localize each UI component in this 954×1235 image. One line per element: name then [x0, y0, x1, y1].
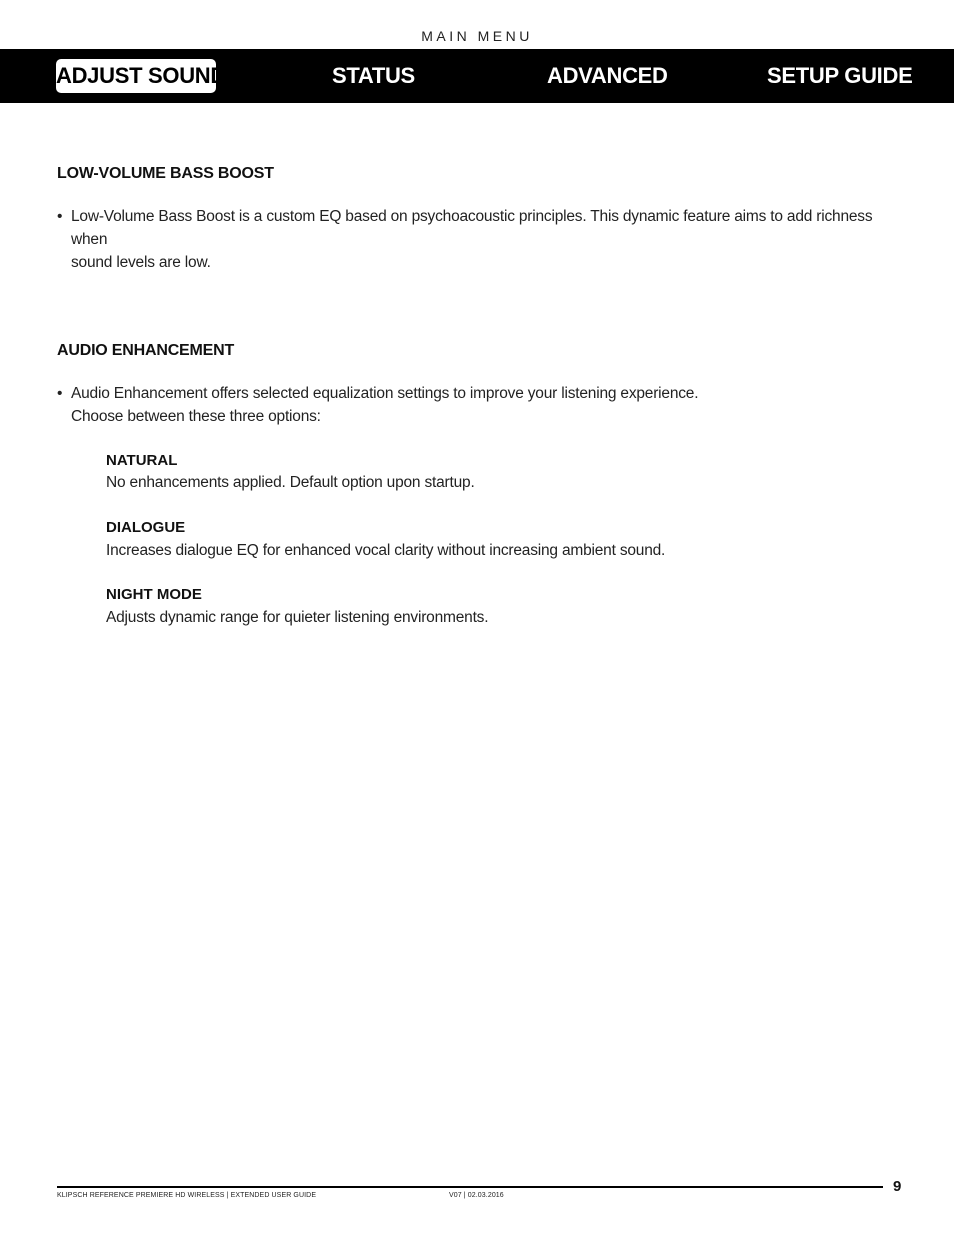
footer-version: V07 | 02.03.2016	[449, 1192, 504, 1199]
audio-enhancement-line-2: Choose between these three options:	[71, 408, 321, 425]
main-menu-label: MAIN MENU	[421, 28, 533, 44]
tab-adjust-sound[interactable]: ADJUST SOUND	[56, 59, 216, 93]
bass-boost-bullet-text	[71, 205, 907, 274]
bass-boost-bullet	[57, 205, 907, 274]
main-nav-bar	[0, 49, 954, 103]
audio-enhancement-bullet-text	[71, 382, 907, 428]
audio-enhancement-line-1: Audio Enhancement offers selected equalization settings to improve your listening experience.	[71, 385, 699, 402]
option-natural-description: No enhancements applied. Default option upon startup.	[106, 474, 475, 491]
bullet-dot-icon: •	[57, 385, 63, 402]
footer-divider	[57, 1186, 883, 1188]
tab-status[interactable]: STATUS	[332, 63, 415, 88]
bass-boost-line-1: Low-Volume Bass Boost is a custom EQ based on psychoacoustic principles. This dynamic feature aims to add richness when	[71, 208, 873, 248]
tab-advanced[interactable]: ADVANCED	[547, 63, 668, 88]
page-number: 9	[893, 1178, 902, 1195]
option-night-mode-description: Adjusts dynamic range for quieter listening environments.	[106, 609, 489, 626]
bullet-dot-icon: •	[57, 208, 63, 225]
bass-boost-heading: LOW-VOLUME BASS BOOST	[57, 165, 274, 182]
option-natural-title: NATURAL	[106, 452, 178, 469]
footer-product-name: KLIPSCH REFERENCE PREMIERE HD WIRELESS | EXTENDED USER GUIDE	[57, 1192, 317, 1199]
option-night-mode-title: NIGHT MODE	[106, 586, 202, 603]
audio-enhancement-bullet	[57, 382, 907, 428]
tab-setup-guide[interactable]: SETUP GUIDE	[767, 63, 913, 88]
option-dialogue-title: DIALOGUE	[106, 519, 186, 536]
audio-enhancement-heading: AUDIO ENHANCEMENT	[57, 342, 235, 359]
option-dialogue-description: Increases dialogue EQ for enhanced vocal clarity without increasing ambient sound.	[106, 542, 666, 559]
bass-boost-line-2: sound levels are low.	[71, 254, 211, 271]
